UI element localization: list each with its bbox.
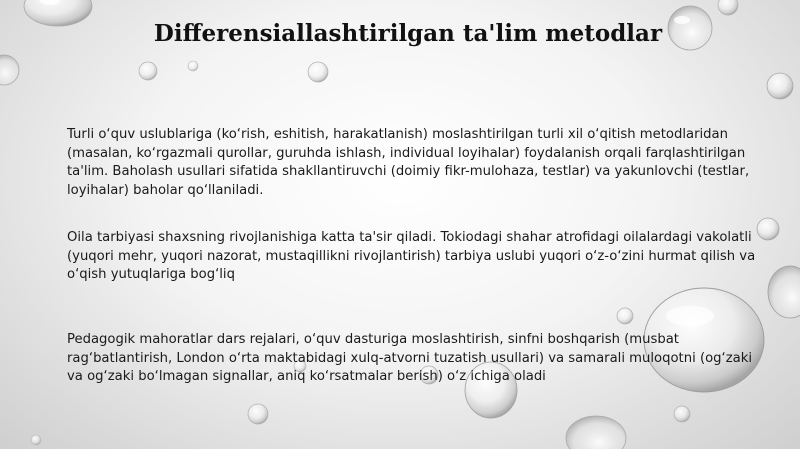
- slide-title: Differensiallashtirilgan ta'lim metodlar: [153, 20, 663, 47]
- drop-icon: [188, 61, 198, 71]
- drop-icon: [768, 266, 800, 318]
- drop-icon: [0, 55, 19, 85]
- paragraph-family-upbringing: Oila tarbiyasi shaxsning rivojlanishiga katta ta'sir qiladi. Tokiodagi shahar atrofidagi oilalardagi vakolatli (yuqori mehr, yuqori nazorat, mustaqillikni rivojlantirish) tarbiya uslubi yuqori o‘z-o‘zini hurmat qilish va o‘qish yutuqlariga bog‘liq: [67, 230, 756, 282]
- drop-icon: [139, 62, 157, 80]
- drop-icon: [767, 73, 793, 99]
- drop-icon: [308, 62, 328, 82]
- drop-icon: [31, 435, 41, 445]
- drop-icon: [248, 404, 268, 424]
- drop-icon: [718, 0, 738, 15]
- drop-icon: [674, 406, 690, 422]
- paragraph-differentiated-instruction: Turli o‘quv uslublariga (ko‘rish, eshitish, harakatlanish) moslashtirilgan turli xil o‘qitish metodlaridan (masalan, ko‘rgazmali qurollar, guruhda ishlash, individual loyihalar) foydalanish orqali farqlashtirilgan ta'lim. Baholash usullari sifatida shakllantiruvchi (doimiy fikr-mulohaza, testlar) va yakunlovchi (testlar, loyihalar) baholar qo‘llaniladi.: [67, 127, 750, 198]
- paragraph-pedagogical-skills: Pedagogik mahoratlar dars rejalari, o‘quv dasturiga moslashtirish, sinfni boshqarish (musbat rag‘batlantirish, London o‘rta maktabidagi xulq-atvorni tuzatish usullari) va samarali muloqotni (og‘zaki va og‘zaki bo‘lmagan signallar, aniq ko‘rsatmalar berish) o‘z ichiga oladi: [67, 332, 753, 384]
- drop-icon: [566, 416, 626, 449]
- drop-icon: [617, 308, 633, 324]
